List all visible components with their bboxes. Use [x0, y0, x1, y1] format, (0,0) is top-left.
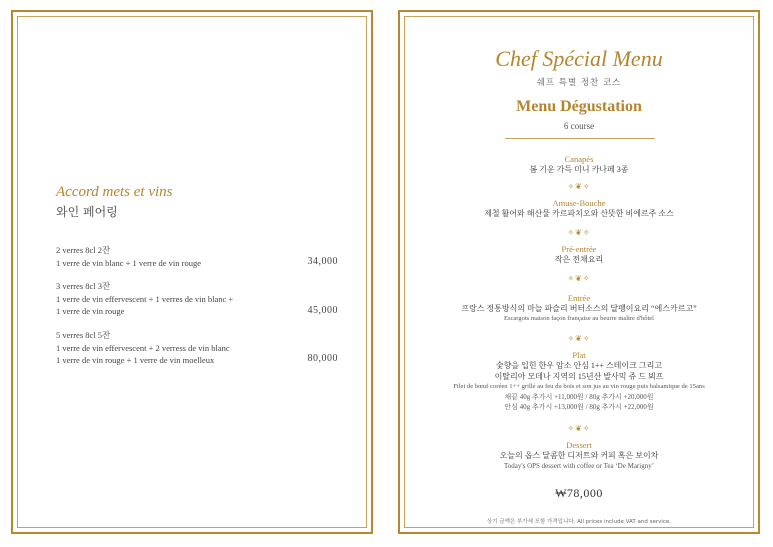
course-name: Amuse-Bouche: [552, 198, 606, 208]
page-inner-border: [17, 16, 367, 528]
course-pre-entree: [400, 244, 758, 265]
flourish-divider: ✧❦✧: [567, 424, 591, 433]
course-entree: [400, 293, 758, 324]
wine-pairing-page: [11, 10, 373, 534]
course-name: Entrée: [567, 293, 591, 303]
pairing-line: 1 verre de vin effervescent + 2 verress de vin blanc: [56, 342, 230, 353]
course-count: 6 course: [563, 121, 595, 131]
course-description: 작은 전채요리: [554, 255, 604, 264]
add-on-price: 채끝 40g 추가시 +11,000원 / 80g 추가시 +20,000원: [504, 393, 654, 401]
chef-menu-page: [398, 10, 760, 534]
course-description: 프랑스 정통방식의 마늘 파슬리 버터소스의 달팽이요리 “에스카르고”: [461, 304, 697, 313]
pairing-option-2-glasses: [56, 244, 338, 269]
add-on-price: 안심 40g 추가시 +13,000원 / 80g 추가시 +22,000원: [504, 403, 654, 411]
course-dessert: [400, 440, 758, 471]
course-canapes: [400, 154, 758, 175]
pairing-option-3-glasses: [56, 280, 338, 318]
menu-title: Chef Spécial Menu: [495, 46, 663, 71]
flourish-divider: ✧❦✧: [567, 334, 591, 343]
course-name: Plat: [572, 350, 586, 360]
course-name: Dessert: [566, 440, 592, 450]
pairing-line: 1 verre de vin blanc + 1 verre de vin rouge: [56, 257, 201, 268]
course-name: Canapés: [564, 154, 594, 164]
pairing-line: 1 verre de vin effervescent + 1 verres de vin blanc +: [56, 293, 234, 304]
flourish-divider: ✧❦✧: [567, 182, 591, 191]
title-divider: [505, 138, 655, 139]
pairing-line: 3 verres 8cl 3잔: [56, 281, 111, 291]
pairing-price: 80,000: [307, 353, 338, 364]
flourish-divider: ✧❦✧: [567, 274, 591, 283]
flourish-divider: ✧❦✧: [567, 228, 591, 237]
course-description-fr: Filet de bœuf coréen 1++ grillé au feu du bois et son jus au vin rouge puis balsamique de 15ans: [453, 383, 705, 390]
wine-pairing-title: Accord mets et vins: [56, 184, 173, 200]
pairing-price: 34,000: [307, 256, 338, 267]
degustation-title: Menu Dégustation: [516, 98, 642, 115]
pairing-option-5-glasses: [56, 329, 338, 367]
pairing-price: 45,000: [307, 305, 338, 316]
pairing-line: 5 verres 8cl 5잔: [56, 330, 111, 340]
course-description: 오늘의 옵스 달콤한 디저트와 커피 혹은 보이차: [499, 451, 659, 460]
price-footnote: 상기 금액은 부가세 포함 가격입니다. All prices include VAT and service.: [486, 519, 672, 525]
course-plat: [400, 350, 758, 412]
course-name: Pré-entrée: [561, 244, 597, 254]
course-description: 봄 기운 가득 미니 카나페 3종: [529, 165, 629, 174]
wine-pairing-subtitle: 와인 페어링: [56, 205, 118, 219]
pairing-line: 2 verres 8cl 2잔: [56, 245, 111, 255]
menu-subtitle: 쉐프 특별 정찬 코스: [536, 78, 622, 88]
pairing-line: 1 verre de vin rouge: [56, 306, 125, 317]
course-description: 이탈리아 모데나 지역의 15년산 발사믹 쥬 드 뵈프: [494, 372, 664, 381]
menu-total-price: ₩78,000: [555, 486, 603, 500]
course-description-fr: Escargots maison façon française au beurre maître d'hôtel: [504, 315, 654, 322]
course-description: 숯향을 입힌 한우 암소 안심 1++ 스테이크 그리고: [495, 361, 663, 370]
course-amuse-bouche: [400, 198, 758, 219]
pairing-line: 1 verre de vin rouge + 1 verre de vin moelleux: [56, 355, 215, 366]
course-description-en: Today's OPS dessert with coffee or Tea ‘De Marigny’: [503, 462, 655, 470]
course-description: 제철 활어와 해산물 카르파치오와 산뜻한 비에르주 소스: [484, 209, 674, 218]
